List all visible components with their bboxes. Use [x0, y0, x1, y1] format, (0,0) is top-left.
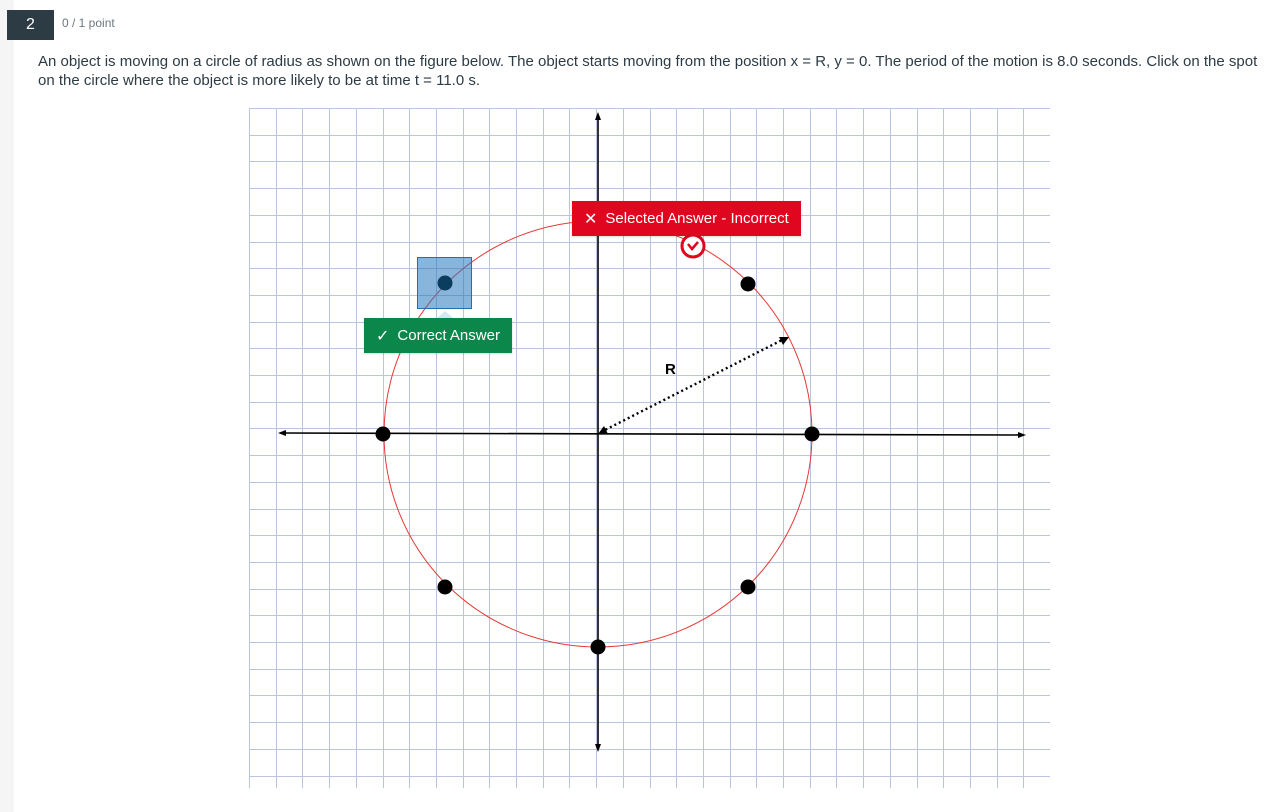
- correct-answer-badge: [364, 318, 512, 353]
- question-text: An object is moving on a circle of radius as shown on the figure below. The object starts moving from the position x = R, y = 0. The period of the motion is 8.0 seconds. Click on the spot on the circle where the object is more likely to be at time t = 11.0 s.: [38, 53, 1258, 89]
- selected-answer-badge: [572, 201, 801, 236]
- question-number: 2: [7, 10, 54, 40]
- points-score: 0 / 1 point: [62, 16, 115, 30]
- dot-upper-left[interactable]: [438, 276, 453, 291]
- correct-badge-pointer: [437, 311, 453, 318]
- selected-answer-label: Selected Answer - Incorrect: [605, 210, 789, 227]
- correct-answer-label: Correct Answer: [397, 327, 500, 344]
- x-icon: ✕: [584, 210, 598, 228]
- check-icon: ✓: [376, 327, 390, 345]
- radius-label: R: [665, 361, 676, 378]
